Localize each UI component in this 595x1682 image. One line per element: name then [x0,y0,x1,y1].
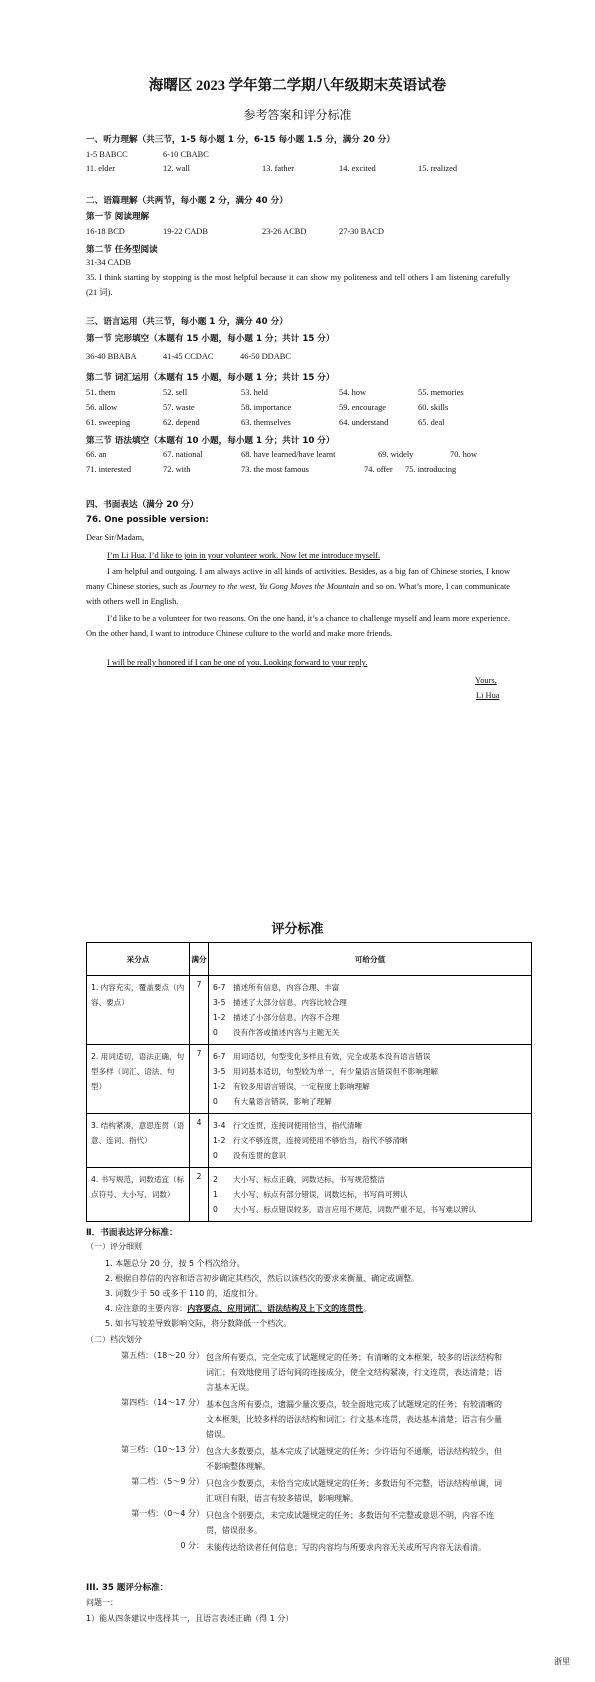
rubric-header-levels: 可给分值 [209,943,532,976]
section-4-heading: 四、书面表达（满分 20 分） [86,500,199,510]
document-subtitle: 参考答案和评分标准 [243,108,352,122]
rule-5: 5. 如书写较差导致影响交际，将分数降低一个档次。 [105,1319,292,1328]
answer-12: 12. wall [163,164,190,173]
answer-51: 51. them [86,388,116,397]
section-3-sub2: 第二节 词汇运用（本题有 15 小题，每小题 1 分；共计 15 分） [86,373,335,383]
answer-71: 71. interested [86,465,132,474]
grade-desc: 基本包含所有要点，遗漏少量次要点，较全面地完成了试题规定的任务；有较清晰的文本框架，比较多样的语法结构和词汇；行文基本连贯，表达基本清楚；语言有少量错误。 [206,1400,502,1439]
grade-row [86,1508,506,1538]
rule-1: 1. 本题总分 20 分，按 5 个档次给分。 [105,1259,245,1268]
answer-61: 61. sweeping [86,418,131,427]
grade-label: 0 分： [180,1541,204,1550]
answer-57: 57. waste [163,403,195,412]
level-score: 6-7 [213,1052,226,1061]
grade-desc: 只包含少数要点，未恰当完成试题规定的任务；多数语句不完整，语法结构单调，词汇项目有限，语言有较多错误，影响理解。 [206,1479,502,1503]
answer-65: 65. deal [418,418,445,427]
level-desc: 描述了大部分信息，内容比较合理 [233,998,347,1007]
level-desc: 没有连贯的意识 [233,1151,287,1160]
part-2-sub2: （二）档次划分 [86,1335,142,1344]
level-desc: 行文连贯，连接词使用恰当，指代清晰 [233,1121,363,1130]
level-desc: 大小写、标点正确，词数达标，书写规范整洁 [233,1175,385,1184]
answer-41-45: 41-45 CCDAC [163,352,214,361]
level-score: 3-5 [213,1067,226,1076]
answer-68: 68. have learned/have learnt [241,450,336,459]
answer-27-30: 27-30 BACD [339,227,384,236]
document-title: 海曙区 2023 学年第二学期八年级期末英语试卷 [148,78,447,94]
level-score: 1-2 [213,1136,226,1145]
letter-signature: Li Hua [476,691,500,700]
level-score: 0 [213,1151,218,1160]
rubric-levels [209,976,532,1045]
answer-35: 35. I think starting by stopping is the most helpful because it can show my politeness and tell others I am listening carefully (21 词). [86,273,510,297]
grade-label: 第三档：（10～13 分） [121,1445,204,1454]
answer-74: 74. offer [364,465,393,474]
rubric-row [87,976,532,1045]
level-score: 1 [213,1190,218,1199]
level-score: 0 [213,1205,218,1214]
answer-67: 67. national [163,450,203,459]
rubric-row [87,1114,532,1168]
grade-label: 第四档：（14～17 分） [121,1398,204,1407]
grade-list [86,1350,506,1555]
answer-63: 63. themselves [241,418,291,427]
rubric-header-row [87,943,532,976]
level-desc: 用词适切，句型变化多样且有效，完全或基本没有语言错误 [233,1052,431,1061]
part-3-heading: III. 35 题评分标准： [86,1583,169,1593]
section-3-heading: 三、语言运用（共三节，每小题 1 分，满分 40 分） [86,317,288,327]
level-score: 1-2 [213,1013,226,1022]
answer-66: 66. an [86,450,107,459]
level-score: 3-5 [213,998,226,1007]
answer-14: 14. excited [339,164,376,173]
rule-2: 2. 根据自荐信的内容和语言初步确定其档次，然后以该档次的要求来衡量、确定或调整。 [105,1274,420,1283]
answer-31-34: 31-34 CADB [86,258,131,267]
level-desc: 大小写、标点错误较多，语言应用不规范，词数严重不足，书写难以辨认 [233,1205,476,1214]
section-3-sub3: 第三节 语法填空（本题有 10 小题，每小题 1 分；共计 10 分） [86,436,335,446]
rubric-levels [209,1168,532,1222]
level-score: 1-2 [213,1082,226,1091]
letter-greeting: Dear Sir/Madam, [86,533,145,542]
answer-36-40: 36-40 BBABA [86,352,137,361]
grade-label: 第五档：（18～20 分） [121,1351,204,1360]
level-desc: 没有作答或描述内容与主题无关 [233,1028,340,1037]
footer-tag: 浙里 [554,1657,570,1666]
letter-paragraph-1: I’m Li Hua. I’d like to join in your volunteer work. Now let me introduce myself. [107,551,381,560]
answer-46-50: 46-50 DDABC [240,352,291,361]
answer-13: 13. father [262,164,295,173]
letter-closing: Yours, [475,676,497,685]
answer-56: 56. allow [86,403,118,412]
rule-4 [105,1303,371,1314]
level-score: 2 [213,1175,218,1184]
level-score: 0 [213,1097,218,1106]
section-2-sub1: 第一节 阅读理解 [86,212,150,222]
answer-69: 69. widely [378,450,414,459]
answer-58: 58. importance [241,403,292,412]
rule-3: 3. 词数少于 50 或多于 110 的，适度扣分。 [105,1289,263,1298]
rubric-levels [209,1045,532,1114]
grade-row [86,1397,506,1442]
rubric-row [87,1045,532,1114]
answer-15: 15. realized [418,164,458,173]
rubric-full-score: 7 [190,976,209,1045]
level-desc: 描述所有信息，内容合理、丰富 [233,983,340,992]
level-score: 3-4 [213,1121,226,1130]
rubric-header-point: 采分点 [87,943,190,976]
answer-72: 72. with [163,465,191,474]
rubric-row [87,1168,532,1222]
level-desc: 描述了小部分信息，内容不合理 [233,1013,340,1022]
rule-4-emphasis: 内容要点、应用词汇、语法结构及上下文的连贯性 [187,1304,364,1313]
answer-11: 11. elder [86,164,115,173]
grade-row [86,1476,506,1506]
answer-62: 62. depend [163,418,200,427]
level-score: 0 [213,1028,218,1037]
letter-paragraph-3: I’d like to be a volunteer for two reasons. On the one hand, it’s a chance to challenge myself and learn more experience. On the other hand, I want to introduce Chinese culture to the world and make more friends. [86,614,510,638]
grade-desc: 包含所有要点，完全完成了试题规定的任务；有清晰的文本框架，较多的语法结构和词汇；有效地使用了语句间的连接成分，使全文结构紧凑，行文连贯，表达清楚；语言基本无误。 [206,1353,502,1392]
level-desc: 大小写、标点有部分错误，词数达标，书写尚可辨认 [233,1190,408,1199]
rule-4-end: 。 [363,1304,372,1313]
part-2-sub1: （一）评分细则 [86,1242,142,1251]
level-desc: 行文不够连贯，连接词使用不够恰当，指代不够清晰 [233,1136,408,1145]
answer-6-10: 6-10 CBABC [163,150,209,159]
answer-75: 75. introducing [405,465,457,474]
answer-52: 52. sell [163,388,188,397]
answer-73: 73. the most famous [241,465,309,474]
grade-desc: 包含大多数要点，基本完成了试题规定的任务；少许语句不通顺，语法结构较少，但不影响整体理解。 [206,1447,502,1471]
section-1-heading: 一、听力理解（共三节，1-5 每小题 1 分，6-15 每小题 1.5 分，满分 20 分） [86,135,395,145]
answer-70: 70. how [450,450,477,459]
level-desc: 有较多用语言错误，一定程度上影响理解 [233,1082,370,1091]
rule-4-label: 4. 应注意的主要内容： [105,1304,188,1313]
level-score: 6-7 [213,983,226,992]
answer-59: 59. encourage [339,403,386,412]
answer-53: 53. held [241,388,268,397]
answer-23-26: 23-26 ACBD [262,227,307,236]
rubric-header-full: 满分 [190,943,209,976]
section-2-sub2: 第二节 任务型阅读 [86,245,158,255]
grade-desc: 未能传达给读者任何信息；写的内容均与所要求内容无关或所写内容无法看清。 [206,1543,486,1552]
rubric-point: 1. 内容充实，覆盖要点（内容、要点） [87,976,190,1045]
rubric-point: 4. 书写规范，词数适宜（标点符号、大小写、词数） [87,1168,190,1222]
answer-64: 64. understand [339,418,389,427]
section-4-sub: 76. One possible version: [86,515,209,525]
grade-label: 第二档：（5～9 分） [131,1477,204,1486]
rubric-point: 2. 用词适切，语法正确，句型多样（词汇、语法、句型） [87,1045,190,1114]
rubric-full-score: 7 [190,1045,209,1114]
letter-paragraph-2-start: I am helpful and outgoing. I am always active in all kinds of activities. Besides, as a big fan of Chinese stories, I know many Chinese stories, such as [86,567,510,591]
answer-55: 55. memories [418,388,464,397]
grade-row [86,1350,506,1395]
part-3-criterion-1: 1）能从四条建议中选择其一，且语言表述正确（得 1 分） [86,1614,294,1623]
rubric-full-score: 4 [190,1114,209,1168]
part-2-heading: Ⅱ．书面表达评分标准： [86,1228,178,1238]
level-desc: 用词基本适切，句型较为单一，有少量语言错误但不影响理解 [233,1067,439,1076]
answer-19-22: 19-22 CADB [163,227,208,236]
letter-paragraph-2 [86,564,510,609]
grade-desc: 只包含个别要点，未完成试题规定的任务；多数语句不完整或意思不明，内容不连贯，错误很多。 [206,1511,494,1535]
rubric-levels [209,1114,532,1168]
answer-16-18: 16-18 BCD [86,227,125,236]
answer-1-5: 1-5 BABCC [86,150,128,159]
part-3-question-1: 问题一： [86,1598,118,1607]
answer-54: 54. how [339,388,366,397]
grade-row [86,1444,506,1474]
letter-paragraph-2-titles: Journey to the west, Yu Gong Moves the Mountain [189,582,360,591]
rubric-table [86,942,532,1222]
rubric-full-score: 2 [190,1168,209,1222]
letter-paragraph-2-end: and so on. What’s more, I can communicate with others well in English. [86,582,510,606]
section-3-sub1: 第一节 完形填空（本题有 15 小题，每小题 1 分；共计 15 分） [86,334,335,344]
rubric-point: 3. 结构紧凑，意思连贯（语意、连词、指代） [87,1114,190,1168]
grade-label: 第一档：（0～4 分） [131,1509,204,1518]
rubric-title: 评分标准 [271,922,324,937]
grade-row [86,1540,506,1555]
letter-paragraph-4: I will be really honored if I can be one of you. Looking forward to your reply. [107,658,368,667]
section-2-heading: 二、语篇理解（共两节，每小题 2 分，满分 40 分） [86,196,288,206]
level-desc: 有大量语言错误，影响了理解 [233,1097,332,1106]
answer-60: 60. skills [418,403,449,412]
